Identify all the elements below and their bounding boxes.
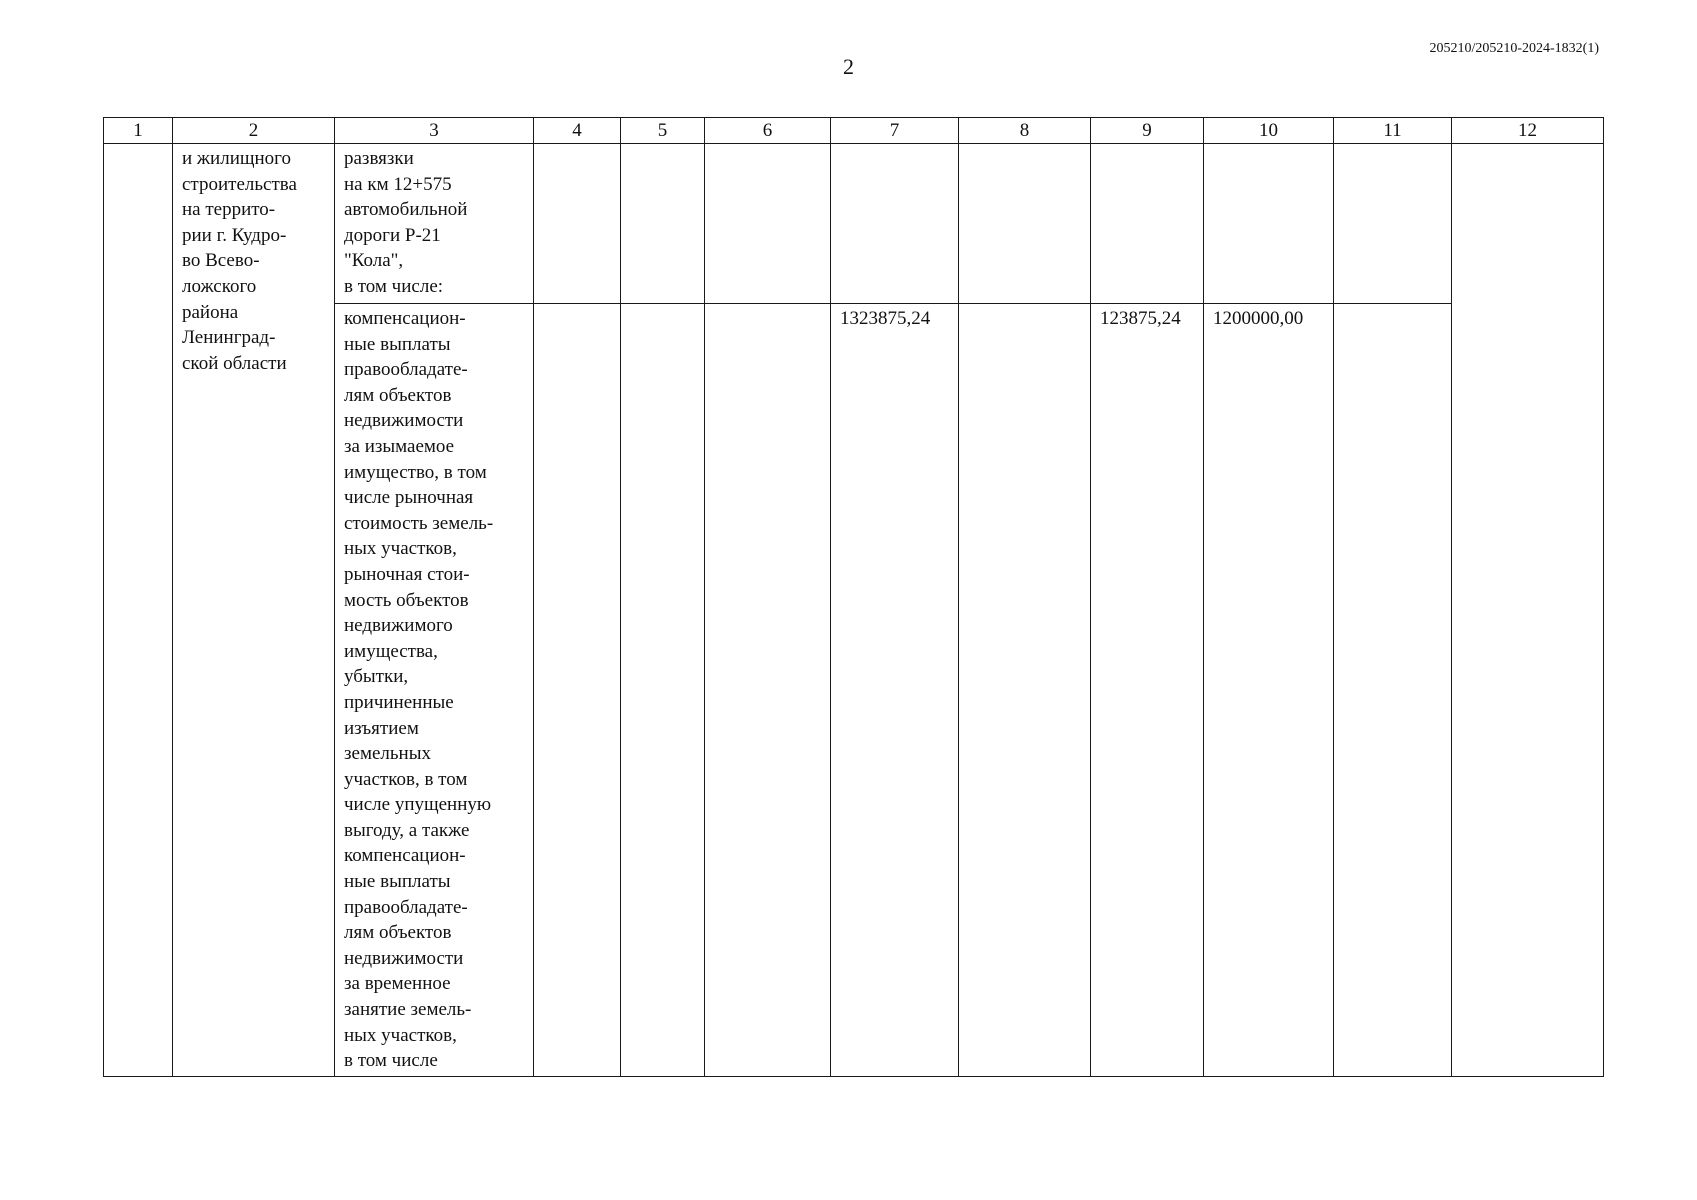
text-line: ных участков,: [344, 1024, 457, 1046]
column-header: 12: [1452, 118, 1604, 144]
text-line: ской области: [182, 352, 287, 374]
table-cell: [534, 144, 621, 304]
table-cell: [1334, 144, 1452, 304]
text-line: строительства: [182, 173, 297, 195]
table-cell-col12: [1452, 144, 1604, 1077]
text-line: причиненные: [344, 691, 454, 713]
text-line: недвижимости: [344, 947, 464, 969]
column-number-row: [104, 118, 1604, 144]
table-row: [104, 144, 1604, 304]
table-cell: [1204, 144, 1334, 304]
amount-col7: 1323875,24: [831, 304, 959, 1077]
column-header: 10: [1204, 118, 1334, 144]
text-line: на террито-: [182, 199, 276, 221]
text-line: стоимость земель-: [344, 512, 494, 534]
text-line: рии г. Кудро-: [182, 224, 287, 246]
text-line: недвижимости: [344, 410, 464, 432]
column-header: 3: [335, 118, 534, 144]
amount-col9: 123875,24: [1091, 304, 1204, 1077]
column-header: 2: [173, 118, 335, 144]
text-line: правообладате-: [344, 896, 468, 918]
text-line: дороги Р-21: [344, 224, 441, 246]
object-name-cell: [173, 144, 335, 1077]
text-line: района: [182, 301, 239, 323]
page-number: 2: [843, 54, 854, 79]
column-header: 8: [959, 118, 1091, 144]
text-line: за временное: [344, 973, 451, 995]
text-line: ные выплаты: [344, 871, 451, 893]
text-line: ных участков,: [344, 538, 457, 560]
column-header: 5: [621, 118, 705, 144]
text-line: изъятием: [344, 717, 419, 739]
text-line: рыночная стои-: [344, 563, 470, 585]
text-line: компенсацион-: [344, 845, 466, 867]
text-line: компенсацион-: [344, 308, 466, 329]
text-line: убытки,: [344, 666, 409, 688]
column-header: 7: [831, 118, 959, 144]
text-line: недвижимого: [344, 615, 453, 637]
column-header: 6: [705, 118, 831, 144]
text-line: мость объектов: [344, 589, 469, 611]
text-line: Ленинград-: [182, 327, 276, 349]
text-line: развязки: [344, 148, 414, 169]
text-line: на км 12+575: [344, 173, 452, 195]
table-cell: [705, 144, 831, 304]
budget-table: [103, 117, 1604, 1077]
text-line: и жилищного: [182, 148, 291, 169]
table-cell-col1: [104, 144, 173, 1077]
text-line: "Кола",: [344, 250, 404, 272]
table-cell: [621, 144, 705, 304]
column-header: 1: [104, 118, 173, 144]
column-header: 11: [1334, 118, 1452, 144]
text-line: числе упущенную: [344, 794, 492, 816]
text-line: лям объектов: [344, 922, 452, 944]
document-reference: 205210/205210-2024-1832(1): [1429, 41, 1599, 56]
amount-col10: 1200000,00: [1204, 304, 1334, 1077]
text-line: ные выплаты: [344, 333, 451, 355]
text-line: в том числе:: [344, 275, 444, 297]
table-cell: [959, 144, 1091, 304]
text-line: лям объектов: [344, 384, 452, 406]
text-line: ложского: [182, 275, 257, 297]
text-line: земельных: [344, 743, 431, 765]
column-header: 4: [534, 118, 621, 144]
text-line: имущества,: [344, 640, 438, 662]
description-cell: [335, 304, 534, 1077]
text-line: за изымаемое: [344, 435, 455, 457]
text-line: в том числе: [344, 1050, 438, 1072]
table-cell: [705, 304, 831, 1077]
column-header: 9: [1091, 118, 1204, 144]
table-cell: [534, 304, 621, 1077]
text-line: имущество, в том: [344, 461, 487, 483]
text-line: автомобильной: [344, 199, 468, 221]
text-line: во Всево-: [182, 250, 260, 272]
text-line: выгоду, а также: [344, 819, 470, 841]
table-cell: [959, 304, 1091, 1077]
text-line: правообладате-: [344, 359, 468, 381]
table-cell: [621, 304, 705, 1077]
description-cell: [335, 144, 534, 304]
text-line: числе рыночная: [344, 487, 474, 509]
table-cell: [831, 144, 959, 304]
text-line: занятие земель-: [344, 999, 472, 1021]
table-cell: [1334, 304, 1452, 1077]
table-cell: [1091, 144, 1204, 304]
text-line: участков, в том: [344, 768, 468, 790]
